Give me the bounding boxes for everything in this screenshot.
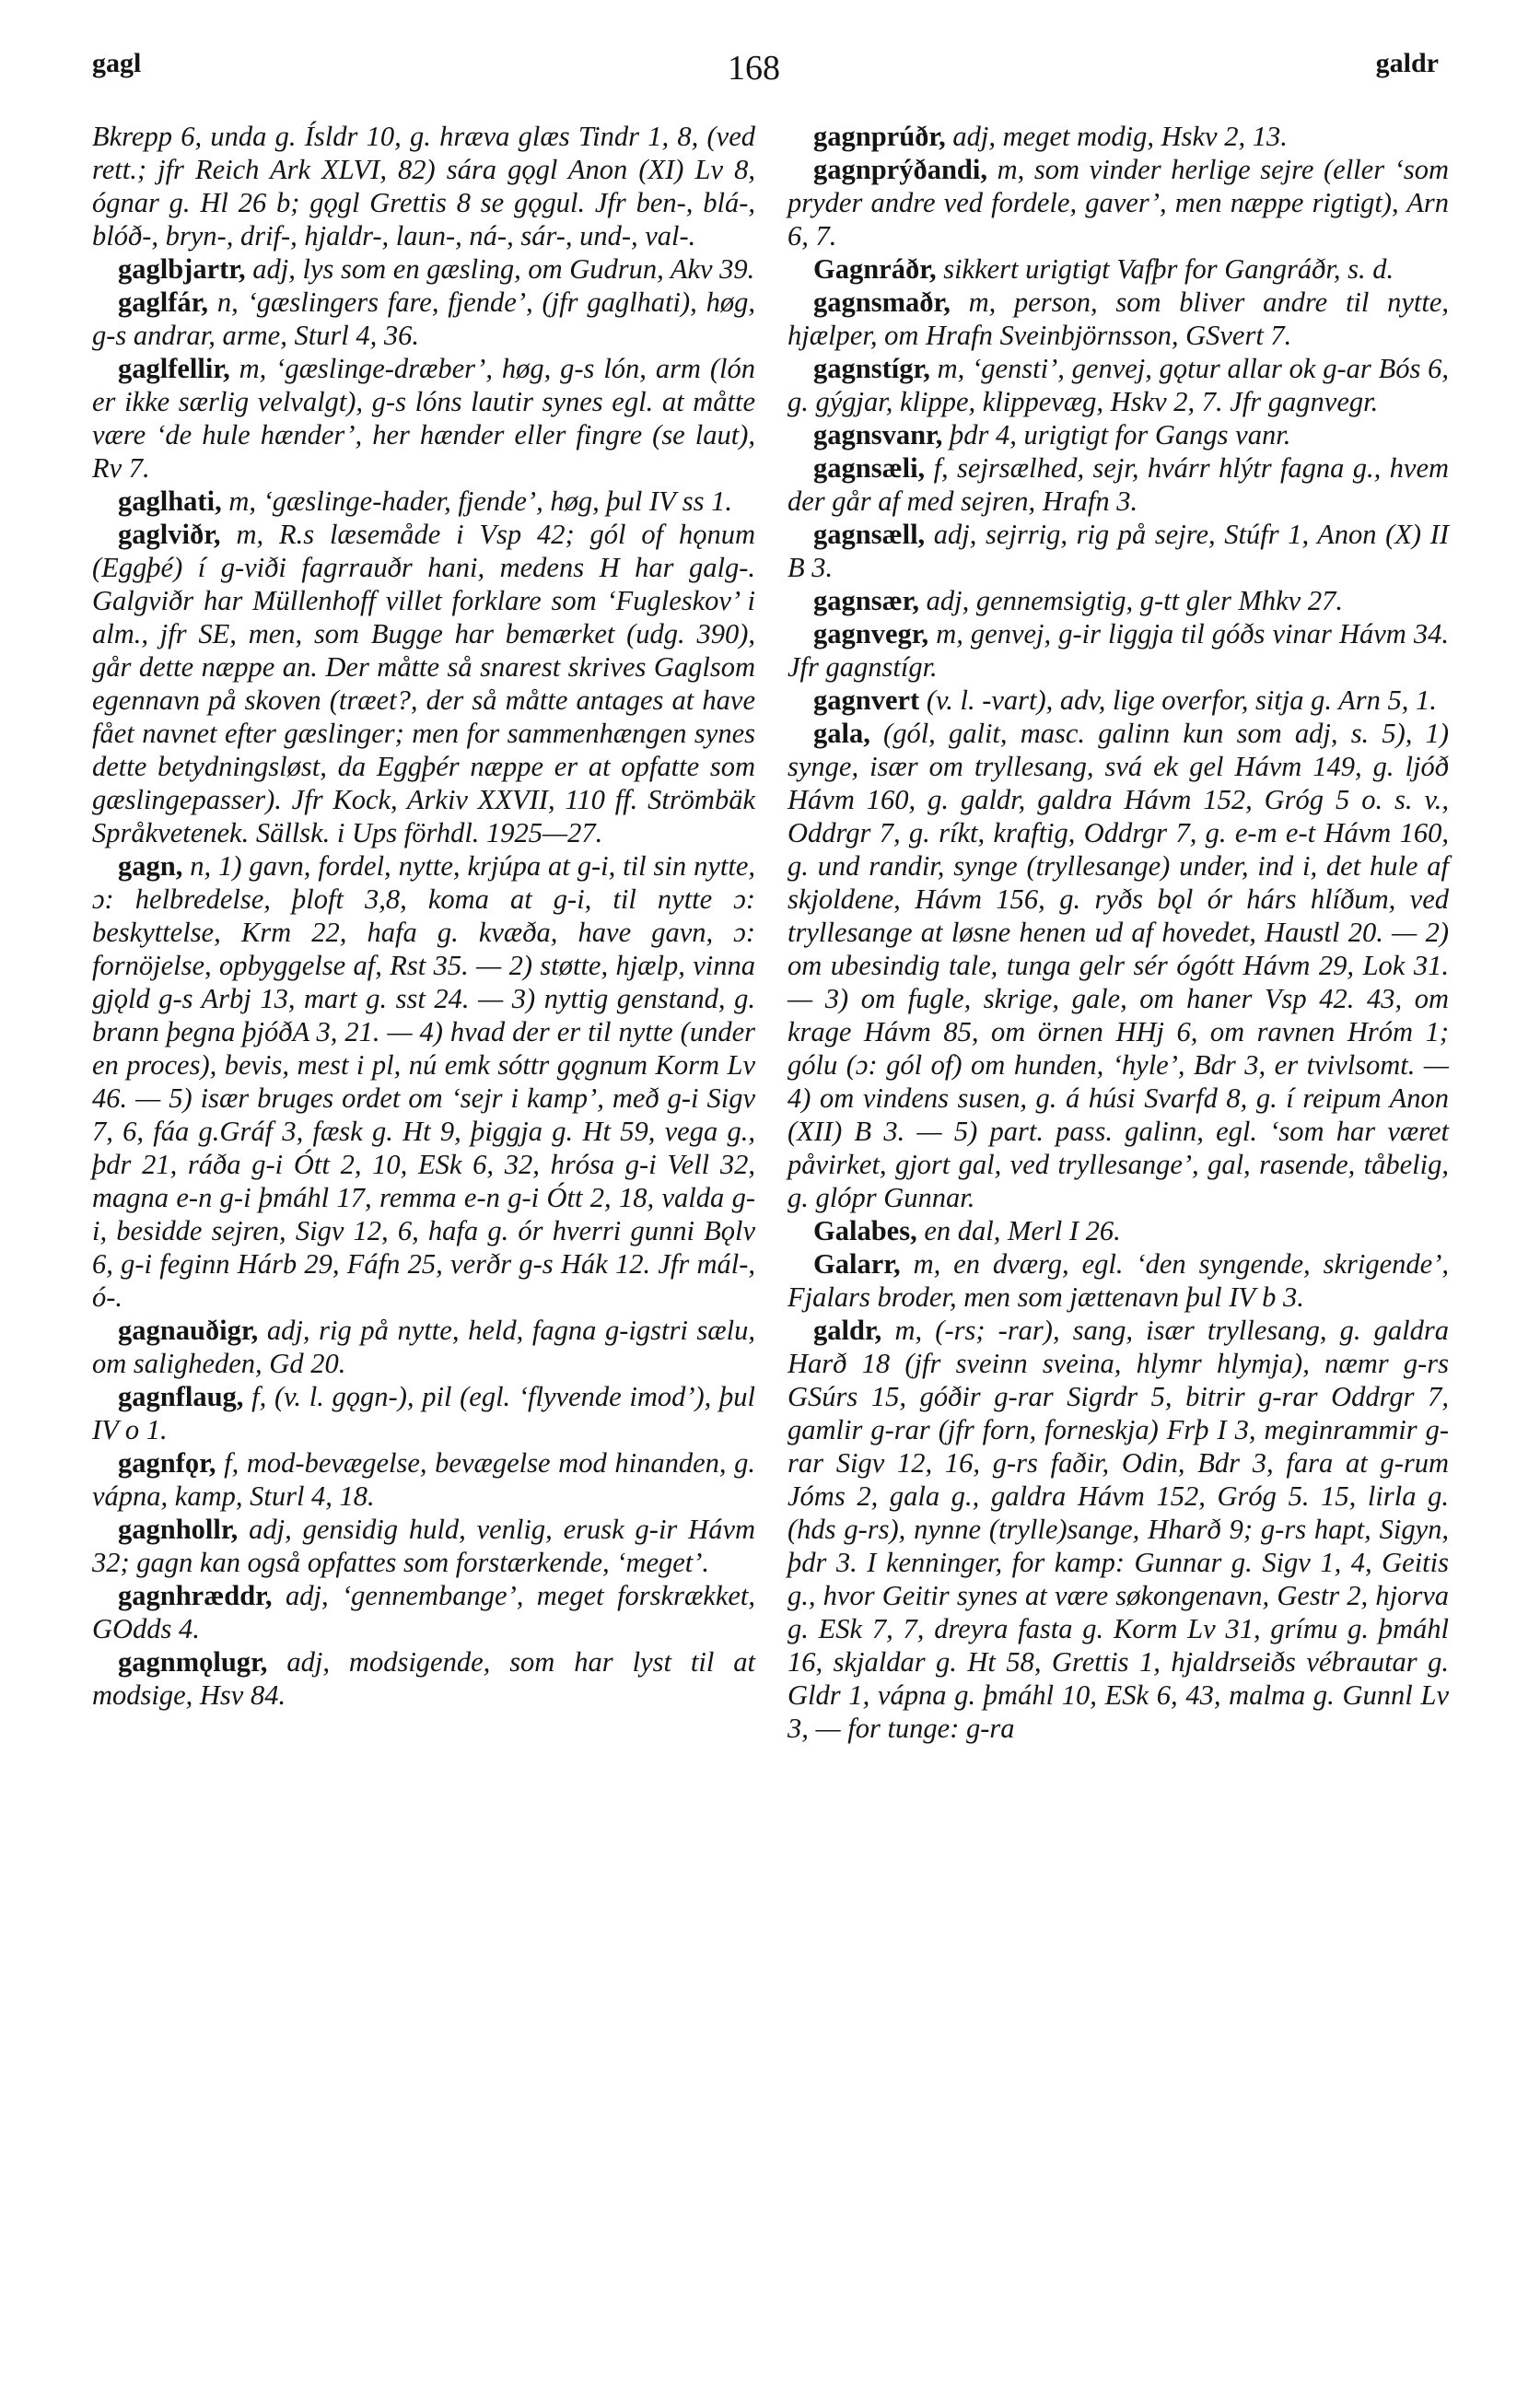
headword: gaglfellir, <box>118 353 230 384</box>
headword: gagn, <box>118 850 183 882</box>
entry-text: sikkert urigtigt Vafþr for Gangráðr, s. d. <box>943 253 1394 285</box>
headword: Gagnráðr, <box>813 253 937 285</box>
dictionary-entry <box>788 1214 1449 1247</box>
headword: gaglviðr, <box>118 519 221 550</box>
entry-text: en dal, Merl I 26. <box>924 1215 1121 1246</box>
entry-text: m, en dværg, egl. ‘den syngende, skrigende’, Fjalars broder, men som jættenavn þul IV b 3. <box>788 1248 1449 1313</box>
entry-text: n, 1) gavn, fordel, nytte, krjúpa at g-i, til sin nytte, ɔ: helbredelse, þloft 3,8, koma at g-i, til nytte ɔ: beskyttelse, Krm 22, hafa g. kvæða, have gavn, ɔ: fornöjelse, opbyggelse af, Rst 35. — 2) støtte, hjælp, vinna gjǫld g-s Arbj 13, mart g. sst 24. — 3) nyttig genstand, g. brann þegna þjóðA 3, 21. — 4) hvad der er til nytte (under en proces), bevis, mest i pl, nú emk sóttr gǫgnum Korm Lv 46. — 5) især bruges ordet om ‘sejr i kamp’, með g-i Sigv 7, 6, fáa g.Gráf 3, fæsk g. Ht 9, þiggja g. Ht 59, vega g., þdr 21, ráða g-i Ótt 2, 10, ESk 6, 32, hrósa g-i Vell 32, magna e-n g-i þmáhl 17, remma e-n g-i Ótt 2, 18, valda g-i, besidde sejren, Sigv 12, 6, hafa g. ór hverri gunni Bǫlv 6, g-i feginn Hárb 29, Fáfn 25, verðr g-s Hák 12. Jfr mál-, ó-. <box>92 850 755 1313</box>
dictionary-entry <box>92 485 755 518</box>
entry-text: adj, rig på nytte, held, fagna g-igstri sælu, om saligheden, Gd 20. <box>92 1315 755 1379</box>
headword: gala, <box>813 718 870 749</box>
dictionary-entry <box>788 518 1449 584</box>
headword: gagnprúðr, <box>813 121 946 152</box>
entry-text: f, (v. l. gǫgn-), pil (egl. ‘flyvende imod’), þul IV o 1. <box>92 1381 755 1445</box>
dictionary-entry <box>788 1247 1449 1314</box>
headword: gagnprýðandi, <box>813 154 987 185</box>
entry-text: m, ‘gensti’, genvej, gǫtur allar ok g-ar Bós 6, g. gýgjar, klippe, klippevæg, Hskv 2, 7. Jfr gagnvegr. <box>788 353 1449 417</box>
dictionary-entry <box>92 1314 755 1380</box>
headword: gaglbjartr, <box>118 253 246 285</box>
headword: gagnsæli, <box>813 452 926 484</box>
dictionary-entry <box>92 1446 755 1513</box>
headword: gagnstígr, <box>813 353 930 384</box>
headword: galdr, <box>813 1315 882 1346</box>
headword: gagnauðigr, <box>118 1315 259 1346</box>
headword: gagnhræddr, <box>118 1580 273 1611</box>
right-column <box>788 120 1449 1745</box>
headword: gagnflaug, <box>118 1381 244 1412</box>
headword: Galarr, <box>813 1248 901 1280</box>
entry-text: f, sejrsælhed, sejr, hvárr hlýtr fagna g., hvem der går af med sejren, Hrafn 3. <box>788 452 1450 517</box>
headword: gaglhati, <box>118 485 222 517</box>
entry-text: m, ‘gæslinge-hader, fjende’, høg, þul IV ss 1. <box>228 485 733 517</box>
headword: gagnfǫr, <box>118 1447 216 1479</box>
dictionary-entry <box>92 1513 755 1579</box>
dictionary-entry <box>92 120 755 252</box>
dictionary-entry <box>788 717 1449 1214</box>
entry-text: f, mod-bevægelse, bevægelse mod hinanden, g. vápna, kamp, Sturl 4, 18. <box>92 1447 755 1512</box>
entry-text: adj, gensidig huld, venlig, erusk g-ir Hávm 32; gagn kan også opfattes som forstærkende, ‘meget’. <box>92 1514 756 1578</box>
left-column <box>92 120 755 1712</box>
dictionary-entry <box>92 352 755 485</box>
entry-text: adj, lys som en gæsling, om Gudrun, Akv 39. <box>252 253 755 285</box>
headword: gagnsær, <box>813 585 919 616</box>
entry-text: adj, modsigende, som har lyst til at modsige, Hsv 84. <box>92 1646 755 1711</box>
headword: gagnsvanr, <box>813 419 943 450</box>
entry-text: adj, ‘gennembange’, meget forskrækket, GOdds 4. <box>92 1580 755 1644</box>
dictionary-entry <box>788 252 1449 286</box>
dictionary-entry <box>788 352 1449 418</box>
headword: gagnsmaðr, <box>813 287 951 318</box>
entry-text: m, ‘gæslinge-dræber’, høg, g-s lón, arm (lón er ikke særlig velvalgt), g-s lóns lautir synes egl. at måtte være ‘de hule hænder’, her hænder eller fingre (se laut), Rv 7. <box>92 353 755 484</box>
entry-text: m, genvej, g-ir liggja til góðs vinar Hávm 34. Jfr gagnstígr. <box>788 618 1449 683</box>
header-first-word: gagl <box>92 48 142 78</box>
dictionary-entry <box>92 1380 755 1446</box>
entry-text: adj, sejrrig, rig på sejre, Stúfr 1, Anon (X) II B 3. <box>788 519 1449 583</box>
entry-text: Bkrepp 6, unda g. Ísldr 10, g. hræva glæs Tindr 1, 8, (ved rett.; jfr Reich Ark XLVI, 82) sára gǫgl Anon (XI) Lv 8, ógnar g. Hl 26 b; gǫgl Grettis 8 se gǫgul. Jfr ben-, blá-, blóð-, bryn-, drif-, hjaldr-, laun-, ná-, sár-, und-, val-. <box>92 121 755 251</box>
headword: gaglfár, <box>118 287 208 318</box>
entry-text: adj, gennemsigtig, g-tt gler Mhkv 27. <box>926 585 1343 616</box>
dictionary-entry <box>92 1579 755 1645</box>
dictionary-entry <box>788 684 1449 717</box>
headword: gagnmǫlugr, <box>118 1646 268 1678</box>
dictionary-entry <box>788 286 1449 352</box>
headword: gagnhollr, <box>118 1514 239 1545</box>
dictionary-entry <box>92 286 755 352</box>
dictionary-entry <box>788 584 1449 617</box>
headword: gagnvert <box>813 684 920 716</box>
entry-text: (v. l. -vart), adv, lige overfor, sitja g. Arn 5, 1. <box>926 684 1437 716</box>
entry-text: m, (-rs; -rar), sang, især tryllesang, g. galdra Harð 18 (jfr sveinn sveina, hlymr hlymja), næmr g-rs GSúrs 15, góðir g-rar Sigrdr 5, bitrir g-rar Oddrgr 7, gamlir g-rar (jfr forn, forneskja) Frþ I 3, meginrammir g-rar Sigv 12, 16, g-rs faðir, Odin, Bdr 3, fara at g-rum Jóms 2, gala g., galdra Hávm 152, Gróg 5. 15, lirla g. (hds g-rs), nynne (trylle)sange, Hharð 9; g-rs hapt, Sigyn, þdr 3. I kenninger, for kamp: Gunnar g. Sigv 1, 4, Geitis g., hvor Geitir synes at være søkongenavn, Gestr 2, hjorva g. ESk 7, 7, dreyra fasta g. Korm Lv 31, grímu g. þmáhl 16, skjaldar g. Ht 58, Grettis 1, hjaldrseiðs vébrautar g. Gldr 1, vápna g. þmáhl 10, ESk 6, 43, malma g. Gunnl Lv 3, — for tunge: g-ra <box>788 1315 1450 1744</box>
headword: Galabes, <box>813 1215 917 1246</box>
dictionary-entry <box>788 120 1449 153</box>
page-number: 168 <box>728 49 780 88</box>
entry-text: n, ‘gæslingers fare, fjende’, (jfr gaglhati), høg, g-s andrar, arme, Sturl 4, 36. <box>92 287 756 351</box>
dictionary-entry <box>92 518 755 849</box>
dictionary-entry <box>92 252 755 286</box>
dictionary-entry <box>788 153 1449 252</box>
header-last-word: galdr <box>1375 48 1439 78</box>
entry-text: þdr 4, urigtigt for Gangs vanr. <box>950 419 1291 450</box>
dictionary-entry <box>788 418 1449 451</box>
entry-text: m, som vinder herlige sejre (eller ‘som pryder andre ved fordele, gaver’, men næppe rigtigt), Arn 6, 7. <box>788 154 1449 251</box>
dictionary-entry <box>92 1645 755 1712</box>
dictionary-entry <box>788 1314 1449 1745</box>
entry-text: adj, meget modig, Hskv 2, 13. <box>952 121 1288 152</box>
dictionary-entry <box>788 451 1449 518</box>
dictionary-entry <box>788 617 1449 684</box>
dictionary-entry <box>92 849 755 1314</box>
headword: gagnvegr, <box>813 618 929 649</box>
headword: gagnsæll, <box>813 519 926 550</box>
entry-text: m, R.s læsemåde i Vsp 42; gól of hǫnum (Eggþé) í g-viði fagrrauðr hani, medens H har galg-. Galgviðr har Müllenhoff villet forklare som ‘Fugleskov’ i alm., jfr SE, men, som Bugge har bemærket (udg. 390), går dette næppe an. Der måtte så snarest skrives Gaglsom egennavn på skoven (træet?, der så måtte antages at have fået navnet efter gæslinger; men for sammenhængen synes dette betydningsløst, da Eggþér næppe er at opfatte som gæslingepasser). Jfr Kock, Arkiv XXVII, 110 ff. Strömbäk Språkvetenek. Sällsk. i Ups förhdl. 1925—27. <box>92 519 756 848</box>
entry-text: (gól, galit, masc. galinn kun som adj, s. 5), 1) synge, især om tryllesang, svá ek gel Hávm 149, g. ljóð Hávm 160, g. galdr, galdra Hávm 152, Gróg 5 o. s. v., Oddrgr 7, g. ríkt, kraftig, Oddrgr 7, g. e-m e-t Hávm 160, g. und randir, synge (tryllesange) under, ind i, det hule af skjoldene, Hávm 156, g. ryðs bǫl ór hárs hlíðum, ved tryllesange at løsne henen ud af hovedet, Haustl 20. — 2) om ubesindig tale, tunga gelr sér ógótt Hávm 29, Lok 31. — 3) om fugle, skrige, gale, om haner Vsp 42. 43, om krage Hávm 85, om örnen HHj 6, om ravnen Hróm 1; gólu (ɔ: gól of) om hunden, ‘hyle’, Bdr 3, er tvivlsomt. — 4) om vindens susen, g. á húsi Svarfd 8, g. í reipum Anon (XII) B 3. — 5) part. pass. galinn, egl. ‘som har været påvirket, gjort gal, ved tryllesange’, gal, rasende, tåbelig, g. glópr Gunnar. <box>788 718 1449 1213</box>
page-header <box>0 48 1540 88</box>
entry-text: m, person, som bliver andre til nytte, hjælper, om Hrafn Sveinbjörnsson, GSvert 7. <box>788 287 1450 351</box>
